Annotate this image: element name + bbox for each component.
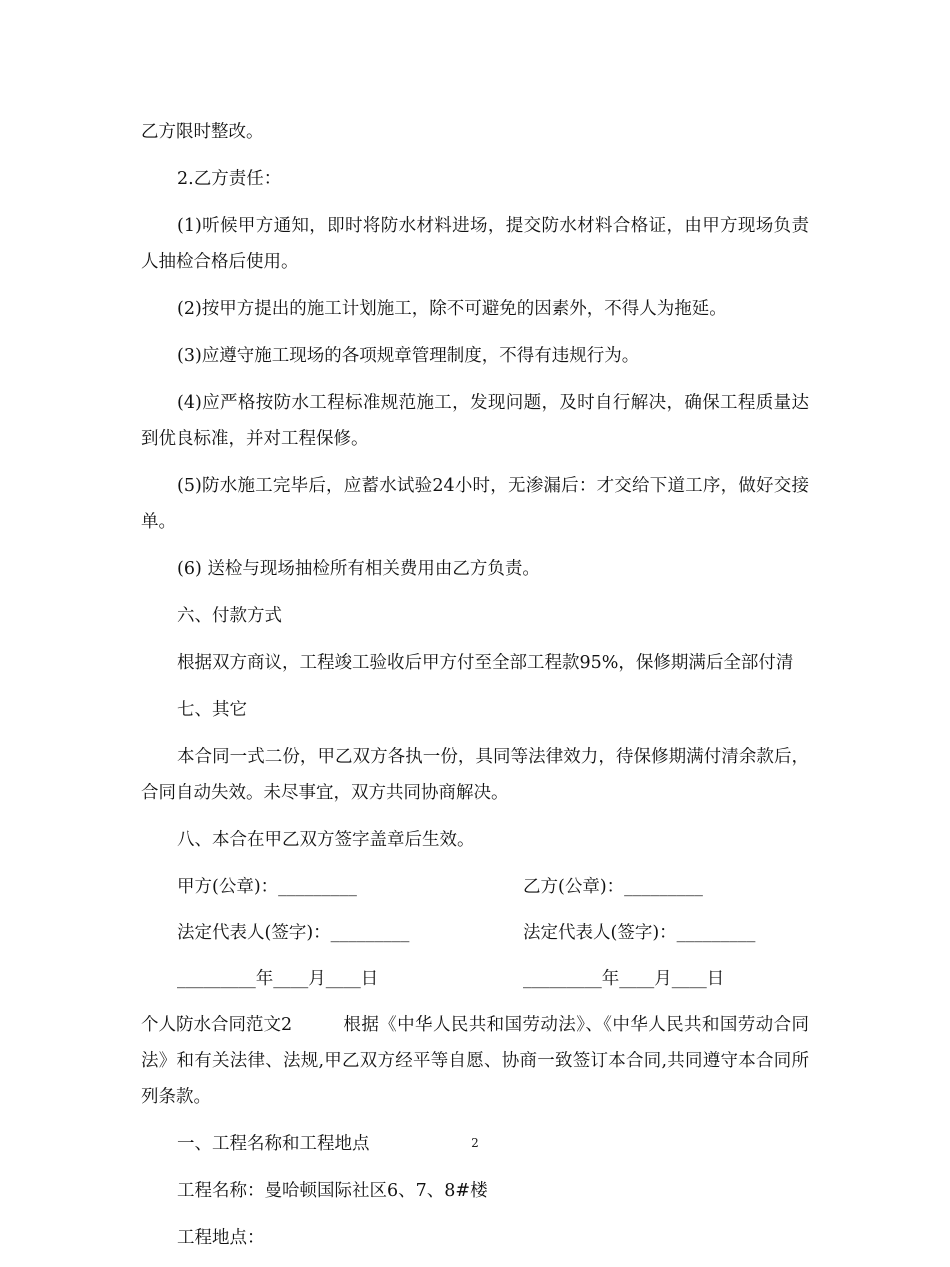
party-b-seal-field: 乙方(公章)：_________ — [523, 877, 703, 897]
paragraph-item-5: (5)防水施工完毕后，应蓄水试验24小时，无渗漏后：才交给下道工序，做好交接单。 — [141, 476, 809, 532]
paragraph-copies: 本合同一式二份，甲乙双方各执一份，具同等法律效力，待保修期满付清余款后，合同自动失效。未尽事宜，双方共同协商解决。 — [141, 747, 809, 803]
party-a-representative-field: 法定代表人(签字)：_________ — [177, 923, 410, 943]
signature-row-seal — [141, 869, 809, 905]
project-name-line: 工程名称：曼哈顿国际社区6、7、8#楼 — [177, 1181, 488, 1201]
signature-row-representative — [141, 915, 809, 951]
second-contract-intro: 根据《中华人民共和国劳动法》、《中华人民共和国劳动合同法》和有关法律、法规,甲乙双方经平等自愿、协商一致签订本合同,共同遵守本合同所列条款。 — [141, 1015, 809, 1107]
party-b-representative-field: 法定代表人(签字)：_________ — [523, 923, 756, 943]
paragraph-rectification: 乙方限时整改。 — [141, 122, 264, 142]
paragraph-item-4: (4)应严格按防水工程标准规范施工，发现问题，及时自行解决，确保工程质量达到优良标准，并对工程保修。 — [141, 393, 809, 449]
paragraph-payment-terms: 根据双方商议，工程竣工验收后甲方付至全部工程款95%，保修期满后全部付清 — [177, 653, 794, 673]
paragraph-effective: 八、本合在甲乙双方签字盖章后生效。 — [177, 830, 475, 850]
second-contract-intro-paragraph — [141, 1007, 809, 1115]
signature-row-date — [141, 961, 809, 997]
second-contract-title: 个人防水合同范文2 — [141, 1015, 293, 1035]
party-a-seal-field: 甲方(公章)：_________ — [177, 877, 357, 897]
party-a-date-field: _________年____月____日 — [177, 969, 379, 989]
heading-party-b-responsibility: 2.乙方责任： — [177, 169, 282, 189]
heading-payment-method: 六、付款方式 — [177, 606, 282, 626]
document-body — [141, 114, 809, 1267]
heading-project-name-location: 一、工程名称和工程地点 — [177, 1134, 370, 1154]
paragraph-item-1: (1)听候甲方通知，即时将防水材料进场，提交防水材料合格证，由甲方现场负责人抽检合格后使用。 — [141, 216, 809, 272]
paragraph-item-3: (3)应遵守施工现场的各项规章管理制度，不得有违规行为。 — [177, 346, 640, 366]
paragraph-item-6: (6) 送检与现场抽检所有相关费用由乙方负责。 — [177, 559, 540, 579]
paragraph-item-2: (2)按甲方提出的施工计划施工，除不可避免的因素外，不得人为拖延。 — [177, 299, 727, 319]
heading-other: 七、其它 — [177, 700, 247, 720]
page-number: 2 — [471, 1136, 479, 1150]
project-location-line: 工程地点： — [177, 1228, 265, 1248]
party-b-date-field: _________年____月____日 — [523, 969, 725, 989]
